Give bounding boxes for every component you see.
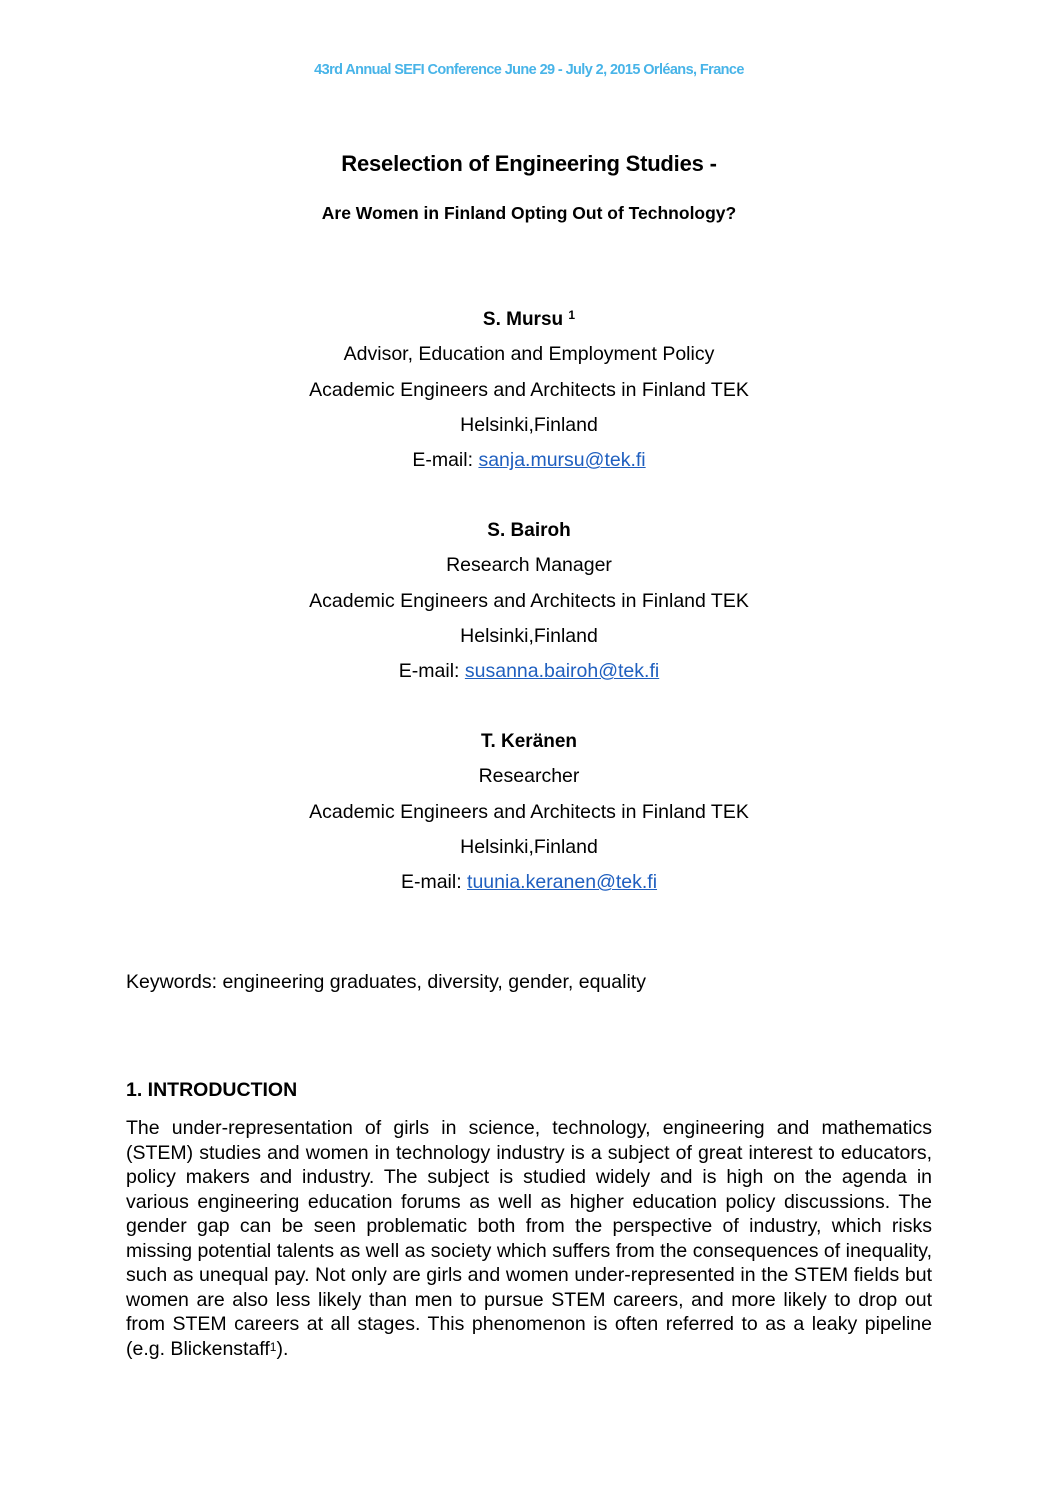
author-role: Researcher [478, 765, 580, 788]
keywords-line: Keywords: engineering graduates, diversity, gender, equality [126, 971, 646, 993]
author-email-link[interactable]: sanja.mursu@tek.fi [478, 449, 646, 472]
author-location: Helsinki,Finland [460, 835, 598, 858]
citation-marker: 1 [269, 1339, 277, 1354]
author-name-text: S. Mursu [482, 309, 564, 330]
author-email-line [0, 443, 1058, 478]
author-name: T. Keränen [480, 731, 578, 752]
author-role: Research Manager [446, 554, 612, 577]
author-email-line [0, 654, 1058, 689]
email-label: E-mail: [412, 449, 479, 472]
author-organization: Academic Engineers and Architects in Finland TEK [309, 800, 749, 823]
author-location: Helsinki,Finland [460, 624, 598, 647]
author-block [0, 724, 1058, 900]
section-heading: 1. INTRODUCTION [126, 1079, 298, 1101]
author-organization: Academic Engineers and Architects in Finland TEK [309, 378, 749, 401]
email-label: E-mail: [400, 871, 468, 894]
author-email-link[interactable]: susanna.bairoh@tek.fi [464, 660, 660, 683]
paragraph-text: The under-representation of girls in science, technology, engineering and mathematics (STEM) studies and women in technology industry is a subject of great interest to educators, policy makers and industry. The subject is studied widely and is high on the agenda in various engineering education forums as well as higher education policy discussions. The gender gap can be seen problematic both from the perspective of industry, which risks missing potential talents as well as society which suffers from the consequences of inequality, such as unequal pay. Not only are girls and women under-represented in the STEM fields but women are also less likely than men to pursue STEM careers, and more likely to drop out from STEM careers at all stages. This phenomenon is often referred to as a leaky pipeline (e.g. Blickenstaff [126, 1117, 932, 1360]
author-location: Helsinki,Finland [460, 413, 598, 436]
author-organization: Academic Engineers and Architects in Finland TEK [309, 589, 749, 612]
paragraph-end: ). [276, 1337, 289, 1360]
author-email-line [0, 865, 1058, 900]
author-name [0, 302, 1058, 337]
author-role: Advisor, Education and Employment Policy [343, 343, 715, 366]
author-name: S. Bairoh [487, 520, 571, 541]
conference-header: 43rd Annual SEFI Conference June 29 - July 2, 2015 Orléans, France [314, 62, 744, 78]
intro-paragraph [126, 1116, 932, 1361]
paper-subtitle: Are Women in Finland Opting Out of Technology? [321, 203, 737, 223]
paper-title: Reselection of Engineering Studies - [341, 151, 717, 176]
author-affiliation-marker: 1 [568, 308, 576, 322]
author-block [0, 513, 1058, 689]
email-label: E-mail: [398, 660, 465, 683]
author-email-link[interactable]: tuunia.keranen@tek.fi [467, 871, 658, 894]
author-block [0, 302, 1058, 478]
